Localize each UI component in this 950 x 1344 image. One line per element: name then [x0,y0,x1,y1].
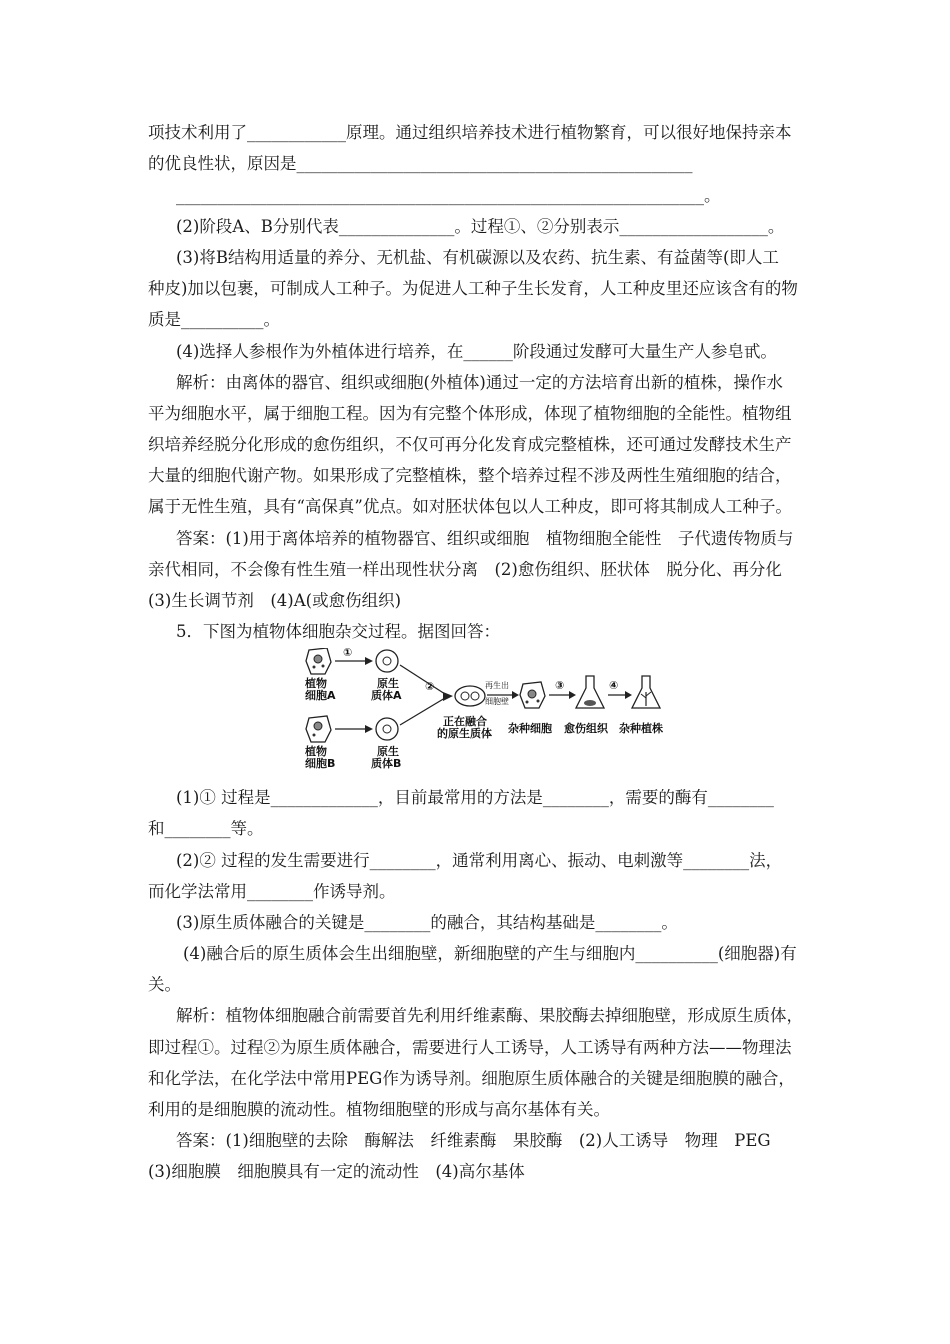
text-line: (3)细胞膜 细胞膜具有一定的流动性 (4)高尔基体 [148,1162,525,1181]
text-line: 平为细胞水平，属于细胞工程。因为有完整个体形成，体现了植物细胞的全能性。植物组 [148,404,792,423]
text-line: (3)将B结构用适量的养分、无机盐、有机碳源以及农药、抗生素、有益菌等(即人工 [176,248,779,267]
label-fusing-2: 的原生质体 [437,727,492,740]
label-hybrid-cell: 杂种细胞 [508,722,552,735]
text-line: 解析：植物体细胞融合前需要首先利用纤维素酶、果胶酶去掉细胞壁，形成原生质体， [176,1006,803,1025]
text-line: 和化学法，在化学法中常用PEG作为诱导剂。细胞原生质体融合的关键是细胞膜的融合， [148,1069,795,1088]
step-3-label: ③ [555,679,565,692]
text-line: 即过程①。过程②为原生质体融合，需要进行人工诱导，人工诱导有两种方法——物理法 [148,1038,792,1057]
text-line: 答案：(1)用于离体培养的植物器官、组织或细胞 植物细胞全能性 子代遗传物质与 [176,529,794,548]
text-line: 织培养经脱分化形成的愈伤组织，不仅可再分化发育成完整植株，还可通过发酵技术生产 [148,435,792,454]
text-line: 种皮)加以包裹，可制成人工种子。为促进人工种子生长发育，人工种皮里还应该含有的物 [148,279,798,298]
text-line: 属于无性生殖，具有“高保真”优点。如对胚状体包以人工种皮，即可将其制成人工种子。 [148,497,792,516]
arrow-a1-head [365,657,373,665]
label-cell-a-2: 细胞A [305,689,336,702]
text-line: 的优良性状，原因是________________________________________________ [148,154,693,173]
step-4-label: ④ [609,679,619,692]
text-line: (2)阶段A、B分别代表______________。过程①、②分别表示__________________。 [176,217,785,236]
text-line: (4)融合后的原生质体会生出细胞壁，新细胞壁的产生与细胞内__________(细胞器)有 [183,944,797,963]
protoplast-b-icon [376,718,398,740]
plant-cell-a-icon [306,648,331,674]
protoplast-a-icon [376,650,398,672]
text-line: 大量的细胞代谢产物。如果形成了完整植株，整个培养过程不涉及两性生殖细胞的结合， [148,466,792,485]
label-protoplast-b-1: 原生 [377,745,399,758]
text-line: 解析：由离体的器官、组织或细胞(外植体)通过一定的方法培育出新的植株，操作水 [176,373,783,392]
step-1-label: ① [343,648,353,659]
text-line: 利用的是细胞膜的流动性。植物细胞壁的形成与高尔基体有关。 [148,1100,610,1119]
step-2-label: ② [425,680,435,693]
text-line: (1)① 过程是_____________，目前最常用的方法是________，需要的酶有________ [176,788,774,807]
label-protoplast-a-2: 质体A [371,689,402,702]
label-cell-a-1: 植物 [305,677,327,690]
cell-fusion-diagram [305,648,677,776]
hybrid-cell-icon [520,682,545,708]
text-line: ________________________________________________________________。 [176,186,721,205]
flask-callus-icon [576,676,604,708]
text-line: 亲代相同，不会像有性生殖一样出现性状分离 (2)愈伤组织、胚状体 脱分化、再分化 [148,560,782,579]
text-line: (3)原生质体融合的关键是________的融合，其结构基础是________。 [176,913,678,932]
text-line: 而化学法常用________作诱导剂。 [148,882,396,901]
text-line: 关。 [148,975,181,994]
label-hybrid-plant: 杂种植株 [619,722,663,735]
label-protoplast-a-1: 原生 [377,677,399,690]
fusing-protoplast-icon [455,686,485,706]
text-line: 质是__________。 [148,310,280,329]
plant-cell-b-icon [306,716,331,742]
label-protoplast-b-2: 质体B [371,757,402,770]
text-line: (2)② 过程的发生需要进行________，通常利用离心、振动、电刺激等________法， [176,851,783,870]
label-regen-2: 细胞壁 [485,697,509,706]
flask-plant-icon [632,676,660,708]
label-cell-b-1: 植物 [305,745,327,758]
text-line: (3)生长调节剂 (4)A(或愈伤组织) [148,591,402,610]
label-callus: 愈伤组织 [564,722,608,735]
label-cell-b-2: 细胞B [305,757,336,770]
text-line: 5．下图为植物体细胞杂交过程。据图回答： [176,622,500,641]
text-line: 项技术利用了____________原理。通过组织培养技术进行植物繁育，可以很好地保持亲本 [148,123,792,142]
label-regen-1: 再生出 [485,681,509,690]
text-line: 和________等。 [148,819,264,838]
label-fusing-1: 正在融合 [443,715,487,728]
text-line: (4)选择人参根作为外植体进行培养，在______阶段通过发酵可大量生产人参皂甙。 [176,342,777,361]
text-line: 答案：(1)细胞壁的去除 酶解法 纤维素酶 果胶酶 (2)人工诱导 物理 PEG [176,1131,771,1150]
